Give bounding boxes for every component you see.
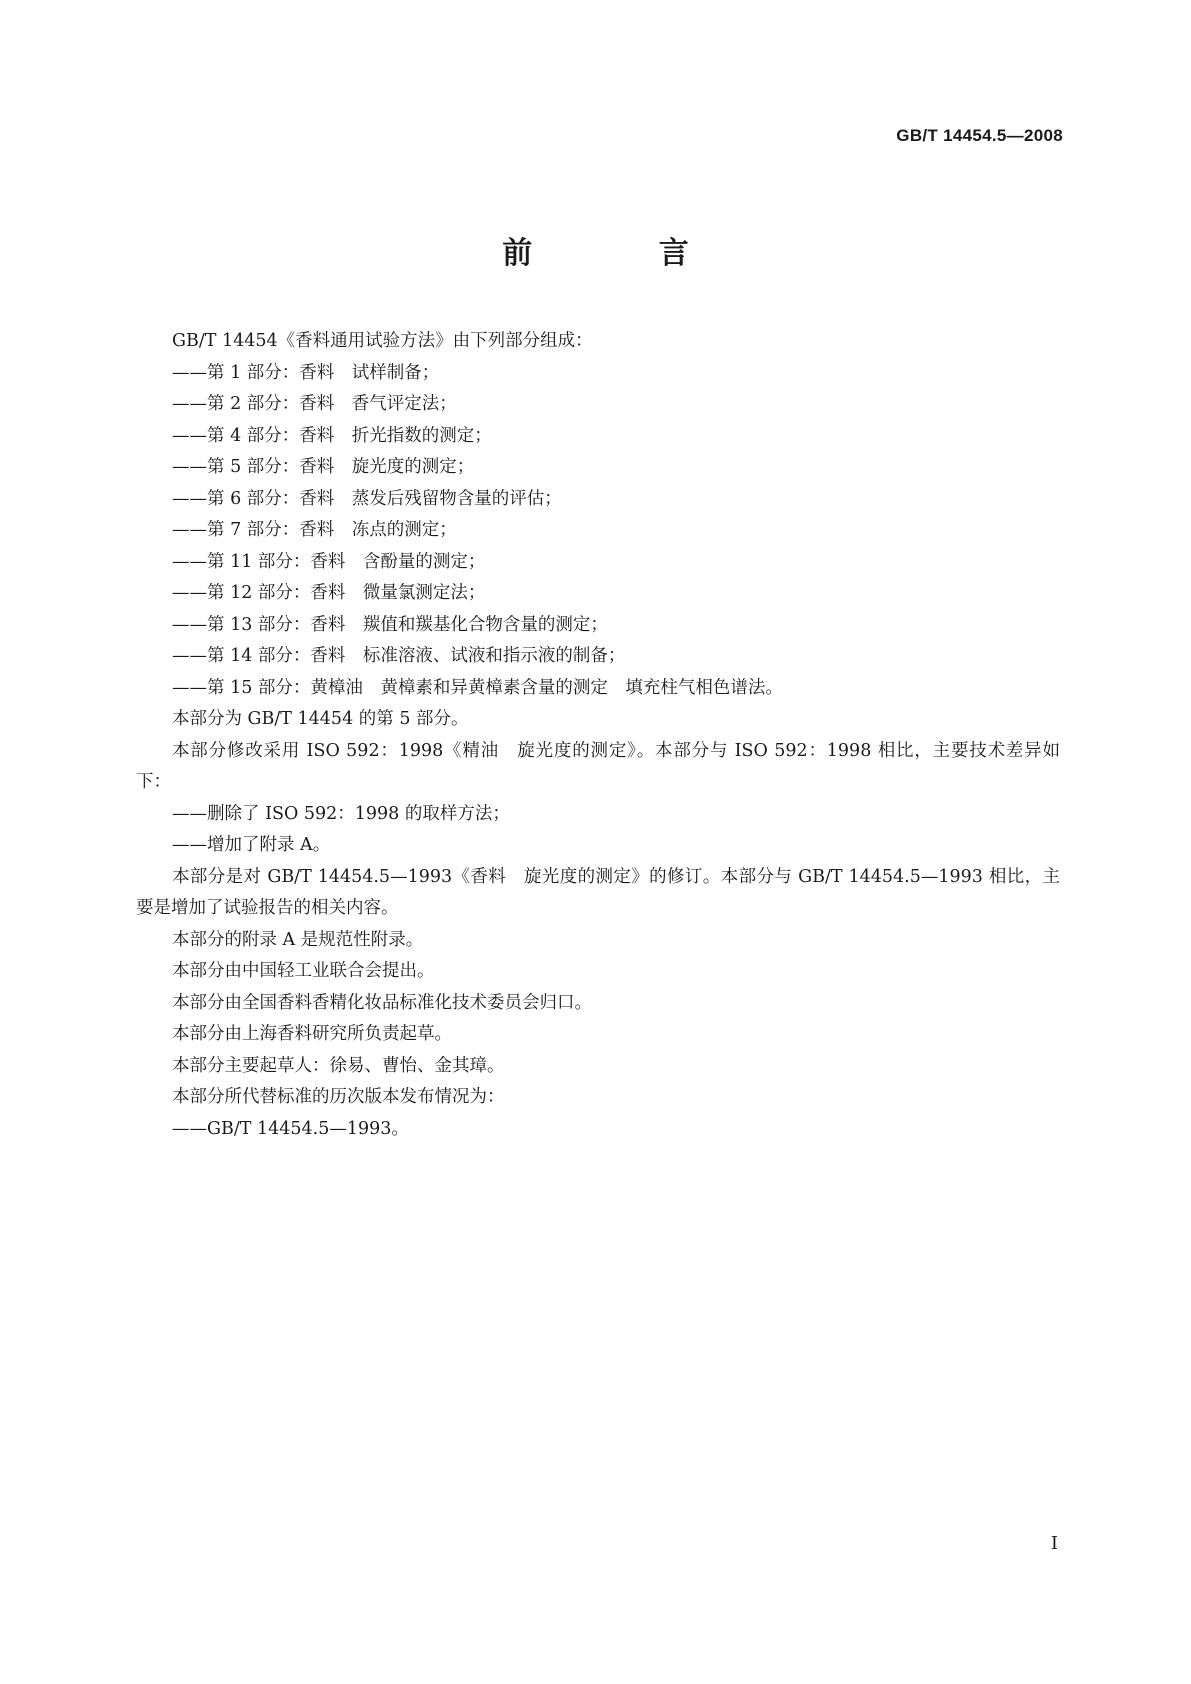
list-item: ——删除了 ISO 592：1998 的取样方法； — [172, 803, 510, 824]
paragraph: 本部分由中国轻工业联合会提出。 — [172, 961, 435, 981]
page-title: 前 言 — [502, 236, 747, 271]
list-item: ——第 7 部分：香料 冻点的测定； — [172, 520, 457, 540]
list-item: ——增加了附录 A。 — [172, 835, 331, 855]
standard-number: GB/T 14454.5—2008 — [896, 126, 1063, 145]
foreword-body — [136, 326, 1060, 1145]
list-item: ——第 5 部分：香料 旋光度的测定； — [172, 457, 475, 477]
paragraph: 本部分所代替标准的历次版本发布情况为： — [172, 1087, 505, 1107]
paragraph: 本部分由全国香料香精化妆品标准化技术委员会归口。 — [172, 992, 592, 1013]
list-item: ——第 15 部分：黄樟油 黄樟素和异黄樟素含量的测定 填充柱气相色谱法。 — [172, 677, 783, 698]
list-item: ——GB/T 14454.5—1993。 — [172, 1118, 409, 1139]
list-item: ——第 1 部分：香料 试样制备； — [172, 362, 440, 383]
list-item: ——第 2 部分：香料 香气评定法； — [172, 394, 457, 414]
paragraph: 本部分的附录 A 是规范性附录。 — [172, 929, 424, 950]
paragraph: GB/T 14454《香料通用试验方法》由下列部分组成： — [172, 331, 593, 351]
paragraph: 本部分是对 GB/T 14454.5—1993《香料 旋光度的测定》的修订。本部分与 GB/T 14454.5—1993 相比，主要是增加了试验报告的相关内容。 — [136, 866, 1060, 918]
list-item: ——第 11 部分：香料 含酚量的测定； — [172, 551, 486, 572]
paragraph: 本部分由上海香料研究所负责起草。 — [172, 1024, 452, 1044]
list-item: ——第 4 部分：香料 折光指数的测定； — [172, 425, 492, 446]
paragraph: 本部分主要起草人：徐易、曹怡、金其璋。 — [172, 1055, 505, 1076]
paragraph: 本部分为 GB/T 14454 的第 5 部分。 — [172, 709, 469, 729]
list-item: ——第 13 部分：香料 羰值和羰基化合物含量的测定； — [172, 614, 608, 635]
page-number: I — [1050, 1533, 1058, 1554]
list-item: ——第 14 部分：香料 标准溶液、试液和指示液的制备； — [172, 646, 626, 666]
list-item: ——第 12 部分：香料 微量氯测定法； — [172, 583, 486, 603]
paragraph: 本部分修改采用 ISO 592：1998《精油 旋光度的测定》。本部分与 ISO 592：1998 相比，主要技术差异如下： — [136, 740, 1060, 792]
list-item: ——第 6 部分：香料 蒸发后残留物含量的评估； — [172, 488, 562, 509]
